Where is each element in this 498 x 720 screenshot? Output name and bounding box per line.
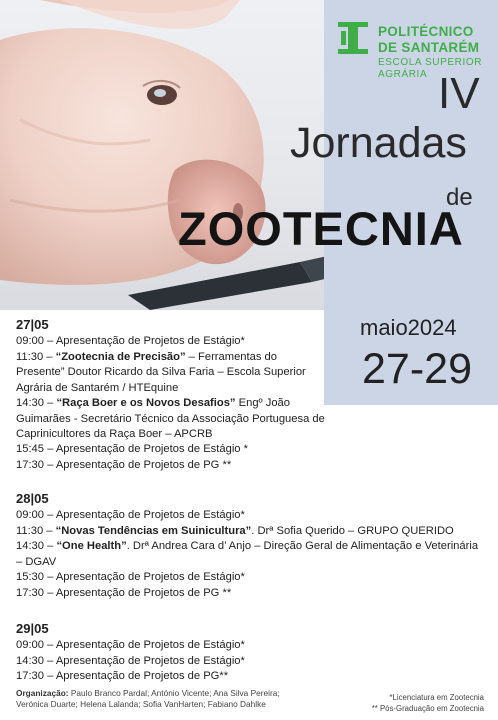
item-time: 15:45	[16, 443, 44, 455]
logo-line-1: POLITÉCNICO	[378, 24, 474, 39]
item-time: 17:30	[16, 586, 44, 599]
event-days: 27-29	[362, 345, 472, 393]
item-speaker: Engº João Guimarães - Secretário Técnico da Associação Portuguesa de Caprinicultores da Raça Boer – APCRB	[16, 397, 325, 441]
schedule-item	[16, 654, 486, 670]
item-time: 15:30	[16, 571, 44, 584]
schedule-item	[16, 669, 486, 685]
title-de: de	[446, 184, 473, 211]
schedule-item	[16, 586, 486, 602]
schedule-day-1-cont	[16, 396, 486, 443]
item-time: 09:00	[16, 639, 44, 651]
organization-names-2: Verónica Duarte; Helena Lalanda; Sofia VanHarten; Fabiano Dahlke	[16, 699, 266, 709]
item-time: 17:30	[16, 670, 44, 683]
item-time: 17:30	[16, 458, 44, 471]
talk-title: “Raça Boer e os Novos Desafios”	[56, 397, 236, 409]
event-month: maio2024	[360, 315, 457, 340]
item-time: 09:00	[16, 335, 44, 347]
schedule-day-1	[16, 316, 328, 396]
item-text: –	[43, 350, 56, 363]
schedule-item	[16, 396, 328, 443]
talk-title: “One Health”	[56, 540, 127, 553]
day-date: 29|05	[16, 621, 49, 636]
item-text: –	[43, 524, 56, 537]
item-speaker: . Drª Andrea Cara d’ Anjo – Direção Geral de Alimentação e Veterinária – DGAV	[16, 540, 479, 568]
item-time: 11:30	[16, 350, 44, 363]
talk-title: “Novas Tendências em Suinicultura”	[55, 524, 252, 537]
title-jornadas: Jornadas	[290, 119, 467, 167]
logo-line-2: DE SANTARÉM	[378, 40, 480, 55]
edition-number: IV	[438, 69, 480, 118]
footnote-1: *Licenciatura em Zootecnia	[389, 693, 484, 702]
schedule-item	[16, 539, 486, 570]
logo-line-4: AGRÁRIA	[378, 69, 428, 80]
item-text: – Apresentação de Projetos de Estágio*	[44, 654, 245, 667]
item-text: – Apresentação de Projetos de PG **	[44, 458, 232, 471]
item-text: – Apresentação de Projetos de PG **	[44, 586, 232, 599]
schedule-day-3	[16, 620, 486, 685]
schedule-day-2	[16, 490, 486, 602]
item-text: – Apresentação de Projetos de Estágio *	[44, 443, 248, 455]
schedule-item	[16, 350, 328, 397]
item-time: 09:00	[16, 509, 44, 521]
schedule-item	[16, 442, 248, 458]
item-text: – Apresentação de Projetos de Estágio*	[44, 639, 245, 651]
schedule-item	[16, 570, 486, 586]
footnotes	[372, 692, 484, 714]
item-time: 14:30	[16, 540, 44, 553]
item-time: 14:30	[16, 654, 44, 667]
schedule-item	[16, 508, 486, 524]
item-text: – Apresentação de Projetos de Estágio*	[44, 335, 245, 347]
schedule-item	[16, 638, 486, 654]
schedule-day-1-tail	[16, 442, 248, 473]
item-speaker: – Ferramentas do Presente” Doutor Ricardo da Silva Faria – Escola Superior Agrária de Santarém / HTEquine	[16, 350, 306, 394]
day-date: 27|05	[16, 317, 49, 332]
schedule-item	[16, 458, 248, 474]
day-date: 28|05	[16, 491, 49, 506]
schedule-item	[16, 334, 328, 350]
title-zootecnia: ZOOTECNIA	[178, 202, 464, 255]
item-time: 14:30	[16, 397, 44, 409]
organization-credits	[16, 688, 316, 710]
logo-line-3: ESCOLA SUPERIOR	[378, 57, 483, 68]
item-speaker: . Drª Sofia Querido – GRUPO QUERIDO	[251, 524, 454, 537]
item-time: 11:30	[16, 524, 44, 537]
schedule-item	[16, 524, 486, 540]
item-text: – Apresentação de Projetos de Estágio*	[44, 571, 245, 584]
talk-title: “Zootecnia de Precisão”	[55, 350, 186, 363]
item-text: – Apresentação de Projetos de PG**	[44, 670, 229, 683]
item-text: –	[44, 540, 57, 553]
item-text: – Apresentação de Projetos de Estágio*	[44, 509, 245, 521]
footnote-2: ** Pós-Graduação em Zootecnia	[371, 704, 484, 713]
item-text: –	[44, 397, 57, 409]
organization-names-1: Paulo Branco Pardal; António Vicente; Ana Silva Pereira;	[68, 688, 280, 698]
organization-label: Organização:	[16, 688, 69, 698]
politecnico-logo-icon	[338, 22, 368, 54]
